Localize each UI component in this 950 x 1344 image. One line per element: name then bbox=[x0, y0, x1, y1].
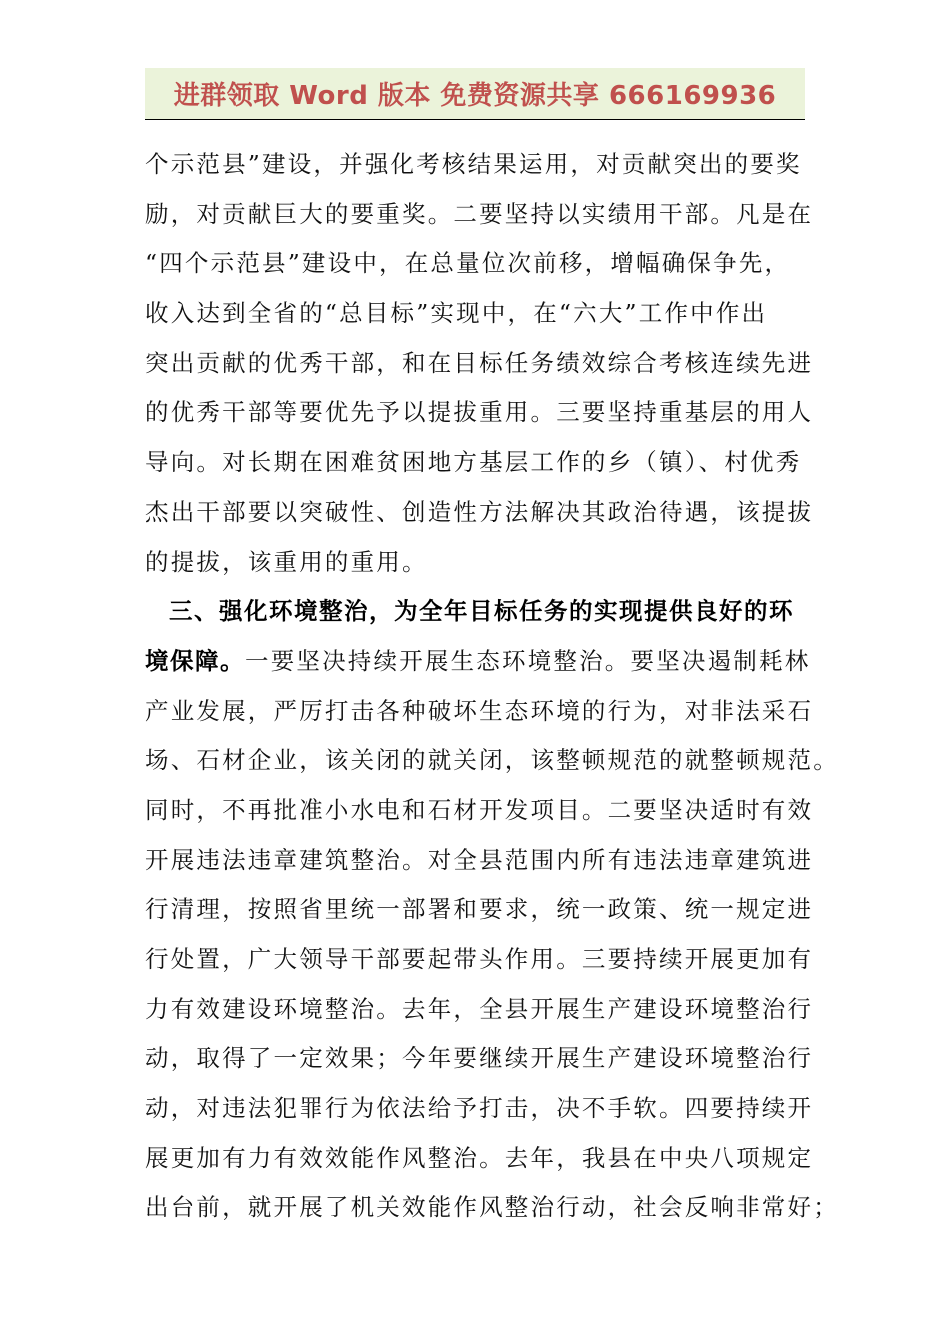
header-banner: 进群领取 Word 版本 免费资源共享 666169936 bbox=[145, 68, 805, 120]
body-line: 导向。对长期在困难贫困地方基层工作的乡（镇）、村优秀 bbox=[145, 448, 802, 477]
body-line: 行清理，按照省里统一部署和要求，统一政策、统一规定进 bbox=[145, 895, 814, 924]
section-heading: 三、强化环境整治，为全年目标任务的实现提供良好的环 bbox=[169, 597, 794, 626]
body-line: 的优秀干部等要优先予以提拔重用。三要坚持重基层的用人 bbox=[145, 398, 814, 427]
body-line: 产业发展，严厉打击各种破坏生态环境的行为，对非法采石 bbox=[145, 696, 814, 725]
body-line: 同时，不再批准小水电和石材开发项目。二要坚决适时有效 bbox=[145, 795, 814, 824]
document-body bbox=[145, 140, 839, 1233]
body-line: 境保障。一要坚决持续开展生态环境整治。要坚决遏制耗林 bbox=[145, 646, 811, 675]
body-line: 力有效建设环境整治。去年，全县开展生产建设环境整治行 bbox=[145, 994, 814, 1023]
section-heading-tail: 境保障。 bbox=[145, 646, 245, 675]
body-line: 突出贡献的优秀干部，和在目标任务绩效综合考核连续先进 bbox=[145, 348, 814, 377]
section-heading-line bbox=[145, 587, 807, 637]
body-line: 开展违法违章建筑整治。对全县范围内所有违法违章建筑进 bbox=[145, 845, 814, 874]
body-line: 杰出干部要以突破性、创造性方法解决其政治待遇，该提拔 bbox=[145, 497, 814, 526]
body-line: 动，对违法犯罪行为依法给予打击，决不手软。四要持续开 bbox=[145, 1094, 814, 1123]
body-line: 的提拔，该重用的重用。 bbox=[145, 547, 428, 576]
body-line: “四个示范县”建设中，在总量位次前移，增幅确保争先， bbox=[145, 249, 791, 278]
body-line: 个示范县”建设，并强化考核结果运用，对贡献突出的要奖 bbox=[145, 150, 802, 178]
body-line: 收入达到全省的“总目标”实现中，在“六大”工作中作出 bbox=[145, 299, 768, 328]
body-line: 励，对贡献巨大的要重奖。二要坚持以实绩用干部。凡是在 bbox=[145, 199, 814, 228]
body-line: 动，取得了一定效果；今年要继续开展生产建设环境整治行 bbox=[145, 1044, 814, 1073]
body-line: 行处置，广大领导干部要起带头作用。三要持续开展更加有 bbox=[145, 945, 814, 973]
body-line: 场、石材企业，该关闭的就关闭，该整顿规范的就整顿规范。 bbox=[145, 746, 839, 775]
body-line: 展更加有力有效效能作风整治。去年，我县在中央八项规定 bbox=[145, 1143, 814, 1172]
body-line: 出台前，就开展了机关效能作风整治行动，社会反响非常好； bbox=[145, 1193, 839, 1222]
